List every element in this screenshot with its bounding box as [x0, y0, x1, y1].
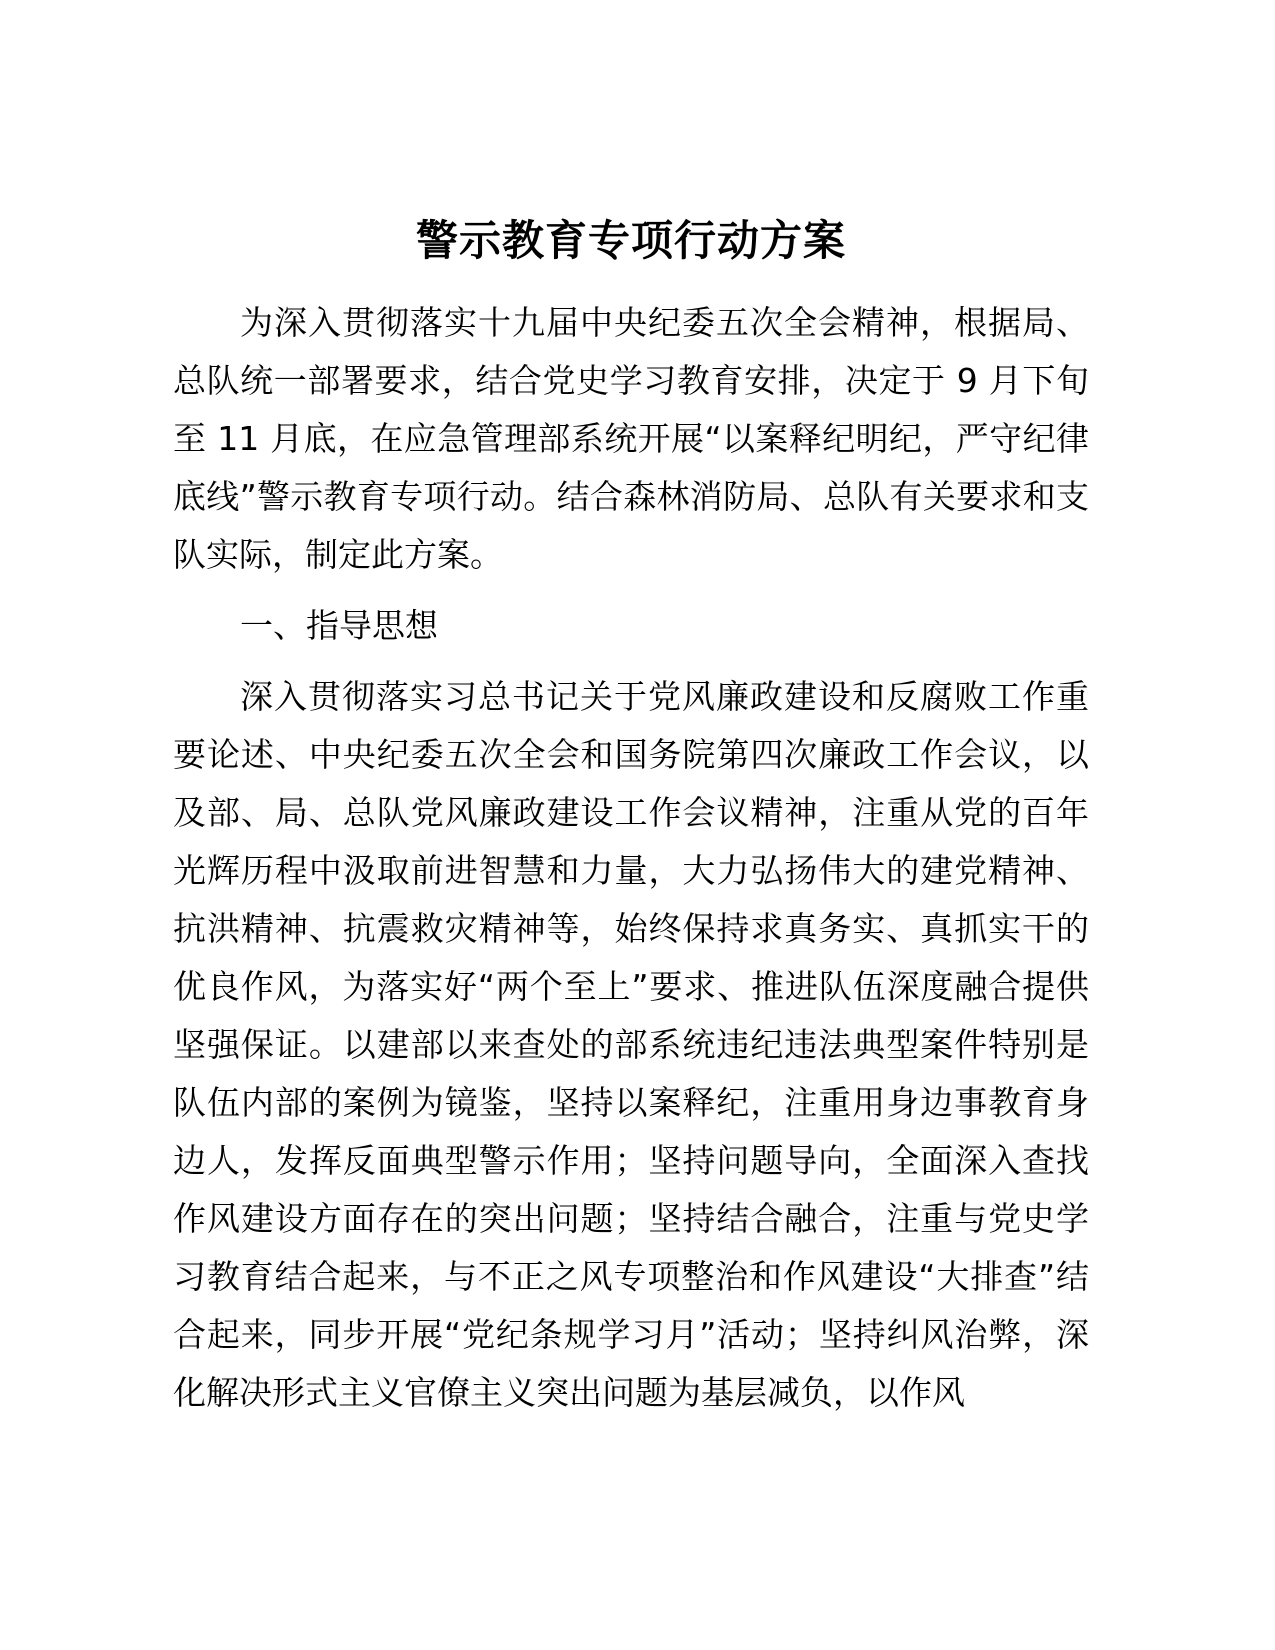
paragraph-intro: 为深入贯彻落实十九届中央纪委五次全会精神，根据局、总队统一部署要求，结合党史学习教育安排，决定于 9 月下旬至 11 月底，在应急管理部系统开展“以案释纪明纪，严守纪律底线”警示教育专项行动。结合森林消防局、总队有关要求和支队实际，制定此方案。: [173, 303, 1089, 574]
paragraph-guiding-ideology-body: 深入贯彻落实习总书记关于党风廉政建设和反腐败工作重要论述、中央纪委五次全会和国务院第四次廉政工作会议，以及部、局、总队党风廉政建设工作会议精神，注重从党的百年光辉历程中汲取前进智慧和力量，大力弘扬伟大的建党精神、抗洪精神、抗震救灾精神等，始终保持求真务实、真抓实干的优良作风，为落实好“两个至上”要求、推进队伍深度融合提供坚强保证。以建部以来查处的部系统违纪违法典型案件特别是队伍内部的案例为镜鉴，坚持以案释纪，注重用身边事教育身边人，发挥反面典型警示作用；坚持问题导向，全面深入查找作风建设方面存在的突出问题；坚持结合融合，注重与党史学习教育结合起来，与不正之风专项整治和作风建设“大排查”结合起来，同步开展“党纪条规学习月”活动；坚持纠风治弊，深化解决形式主义官僚主义突出问题为基层减负，以作风: [173, 677, 1089, 1412]
document-page: [173, 210, 1089, 1422]
document-title: 警示教育专项行动方案: [415, 216, 846, 265]
section-heading-guiding-ideology: 一、指导思想: [240, 606, 438, 645]
